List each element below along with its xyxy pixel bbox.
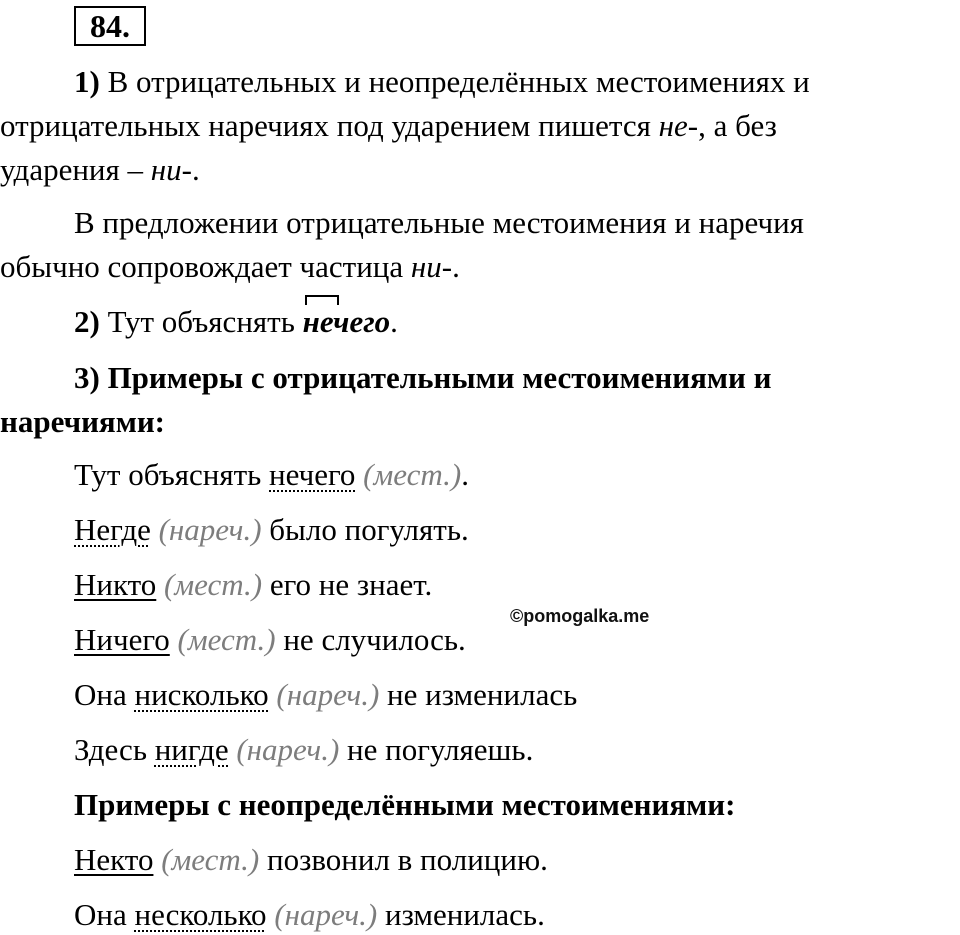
- section1-heading-line2: [0, 404, 165, 440]
- para1-line1-text: В отрицательных и неопределённых местоимениях и: [99, 64, 810, 99]
- example-word: Ничего: [74, 622, 170, 657]
- example-pre: Она: [74, 677, 135, 712]
- para2-line1-text: В предложении отрицательные местоимения и наречия: [74, 205, 804, 240]
- section1-heading-text1: 3) Примеры с отрицательными местоимениями и: [74, 360, 772, 395]
- example-word: нисколько: [134, 677, 269, 712]
- para3-text: Тут объяснять: [99, 304, 303, 339]
- example-tag: (мест.): [164, 567, 263, 602]
- exercise-number-box: [74, 6, 146, 46]
- prefix-ni: ни-: [150, 152, 192, 187]
- para3-end: .: [390, 304, 398, 339]
- para1-line2: [0, 108, 777, 144]
- example-line: [74, 512, 469, 548]
- example-pre: Тут объяснять: [74, 457, 270, 492]
- section1-heading-text2: наречиями:: [0, 404, 166, 439]
- example-tag: (мест.): [177, 622, 276, 657]
- example-line: [74, 567, 432, 603]
- para1-line3: [0, 152, 200, 188]
- example-word: Некто: [74, 842, 154, 877]
- example-word: Никто: [74, 567, 157, 602]
- example-post: не погуляешь.: [339, 732, 534, 767]
- para3-marker: 2): [74, 304, 100, 339]
- para1-line1: [74, 64, 810, 100]
- example-word: Негде: [74, 512, 151, 547]
- prefix-mark-icon: [305, 294, 339, 306]
- example-post: не изменилась: [379, 677, 578, 712]
- example-line: [74, 732, 533, 768]
- example-post: его не знает.: [262, 567, 433, 602]
- particle-ni: ни-: [410, 249, 453, 284]
- example-post: было погулять.: [261, 512, 469, 547]
- para2-line1: [74, 205, 804, 241]
- example-line: [74, 457, 469, 493]
- section1-heading-line1: [74, 360, 771, 396]
- para2-line2-end: .: [452, 249, 460, 284]
- example-tag: (нареч.): [158, 512, 262, 547]
- example-word: нигде: [154, 732, 229, 767]
- section2-heading-text: Примеры с неопределёнными местоимениями:: [74, 787, 736, 822]
- example-post: изменилась.: [377, 897, 545, 932]
- example-tag: (мест.): [161, 842, 260, 877]
- example-word: несколько: [134, 897, 267, 932]
- example-pre: Здесь: [74, 732, 155, 767]
- example-pre: Она: [74, 897, 135, 932]
- exercise-number: 84: [90, 8, 122, 44]
- example-post: позвонил в полицию.: [259, 842, 548, 877]
- example-line: [74, 622, 466, 658]
- section2-heading: [74, 787, 735, 823]
- example-word: нечего: [269, 457, 356, 492]
- example-tag: (мест.): [363, 457, 462, 492]
- para1-line3-end: .: [191, 152, 200, 187]
- example-line: [74, 897, 545, 933]
- morpheme-word: [303, 304, 391, 340]
- para1-marker: 1): [74, 64, 100, 99]
- example-tag: (нареч.): [274, 897, 378, 932]
- prefix-ne: не-: [658, 108, 699, 143]
- para2-line2-text: обычно сопровождает частица: [0, 249, 411, 284]
- para3-line: [74, 304, 398, 340]
- example-tag: (нареч.): [236, 732, 340, 767]
- para1-line2-end: , а без: [698, 108, 777, 143]
- para1-line2-text: отрицательных наречиях под ударением пишется: [0, 108, 659, 143]
- example-post: .: [461, 457, 469, 492]
- para1-line3-text: ударения –: [0, 152, 151, 187]
- example-line: [74, 842, 548, 878]
- exercise-number-dot: .: [122, 8, 130, 44]
- example-tag: (нареч.): [276, 677, 380, 712]
- word-nechego: нечего: [302, 304, 391, 339]
- example-post: не случилось.: [275, 622, 466, 657]
- example-line: [74, 677, 577, 713]
- para2-line2: [0, 249, 460, 285]
- watermark: ©pomogalka.me: [510, 606, 650, 626]
